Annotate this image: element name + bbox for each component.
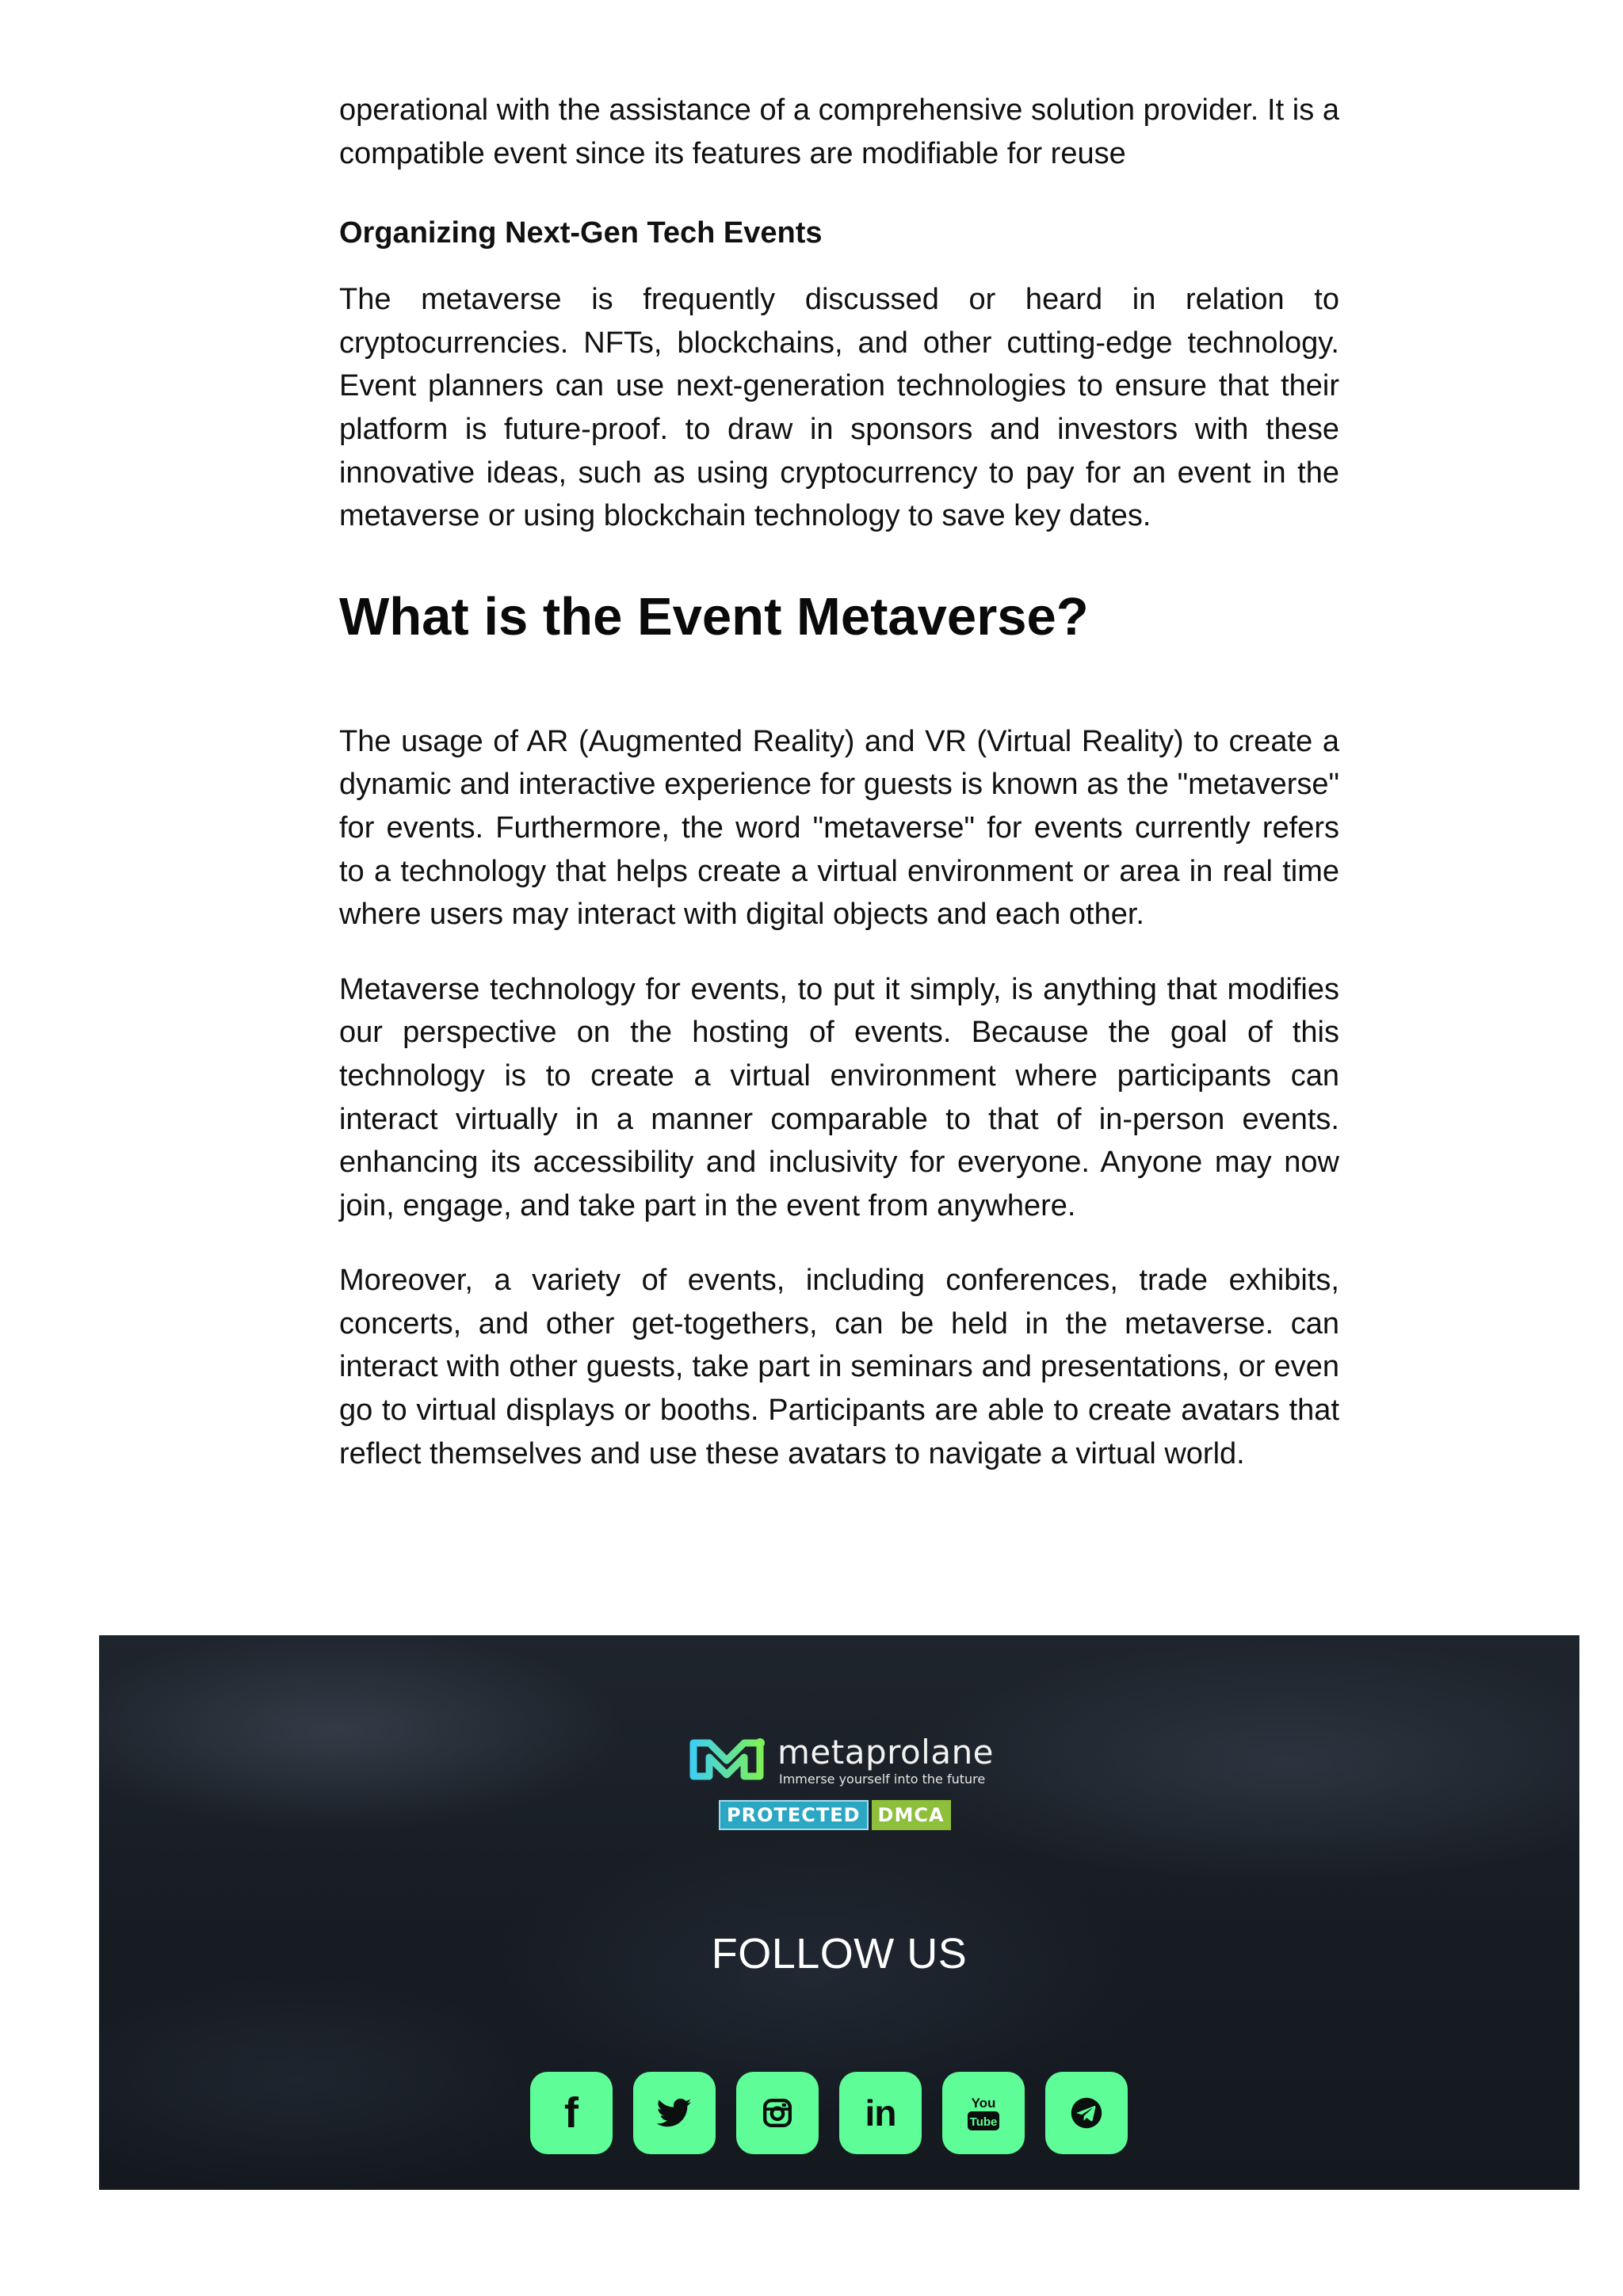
youtube-icon	[966, 2094, 1001, 2132]
telegram-button[interactable]	[1045, 2072, 1128, 2154]
article-body	[339, 89, 1339, 1475]
logo-tagline: Immerse yourself into the future	[779, 1772, 986, 1787]
section-heading: What is the Event Metaverse?	[339, 586, 1089, 646]
instagram-icon	[762, 2097, 793, 2129]
section-subheading: Organizing Next-Gen Tech Events	[339, 216, 823, 250]
linkedin-button[interactable]	[839, 2072, 922, 2154]
youtube-bottom-text: Tube	[969, 2115, 998, 2129]
instagram-button[interactable]	[736, 2072, 819, 2154]
telegram-icon	[1070, 2096, 1103, 2130]
follow-us-heading: FOLLOW US	[711, 1930, 968, 1978]
body-paragraph: Moreover, a variety of events, including conferences, trade exhibits, concerts, and other get-togethers, can be held in the metaverse. can interact with other guests, take part in seminars and presentations, or even go to virtual displays or booths. Participants are able to create avatars that reflect themselves and use these avatars to navigate a virtual world.	[339, 1264, 1339, 1470]
dmca-protected-label: PROTECTED	[719, 1800, 869, 1830]
body-paragraph: The usage of AR (Augmented Reality) and VR (Virtual Reality) to create a dynamic and interactive experience for guests is known as the "metaverse" for events. Furthermore, the word "metaverse" for events currently refers to a technology that helps create a virtual environment or area in real time where users may interact with digital objects and each other.	[339, 724, 1339, 932]
linkedin-icon: in	[865, 2092, 896, 2134]
youtube-button[interactable]	[942, 2072, 1025, 2154]
social-links	[530, 2072, 1128, 2154]
body-paragraph: Metaverse technology for events, to put it simply, is anything that modifies our perspective on the hosting of events. Because the goal of this technology is to create a virtual environment where participants can interact virtually in a manner comparable to that of in-person events. enhancing its accessibility and inclusivity for everyone. Anyone may now join, engage, and take part in the event from anywhere.	[339, 972, 1339, 1222]
youtube-top-text: You	[971, 2096, 996, 2111]
metaprolane-logo[interactable]	[685, 1733, 1018, 1805]
logo-mark-icon	[685, 1733, 768, 1786]
intro-paragraph: operational with the assistance of a comprehensive solution provider. It is a compatible event since its features are modifiable for reuse	[339, 93, 1339, 170]
site-footer	[99, 1635, 1579, 2190]
facebook-icon: f	[564, 2089, 579, 2137]
dmca-label: DMCA	[872, 1800, 951, 1830]
dmca-protected-badge[interactable]	[719, 1800, 951, 1830]
logo-name: metaprolane	[777, 1733, 995, 1772]
twitter-icon	[657, 2098, 692, 2128]
twitter-button[interactable]	[633, 2072, 716, 2154]
facebook-button[interactable]	[530, 2072, 613, 2154]
subheading-paragraph: The metaverse is frequently discussed or heard in relation to cryptocurrencies. NFTs, blockchains, and other cutting-edge technology. Event planners can use next-generation technologies to ensure that their platform is future-proof. to draw in sponsors and investors with these innovative ideas, such as using cryptocurrency to pay for an event in the metaverse or using blockchain technology to save key dates.	[339, 283, 1339, 533]
